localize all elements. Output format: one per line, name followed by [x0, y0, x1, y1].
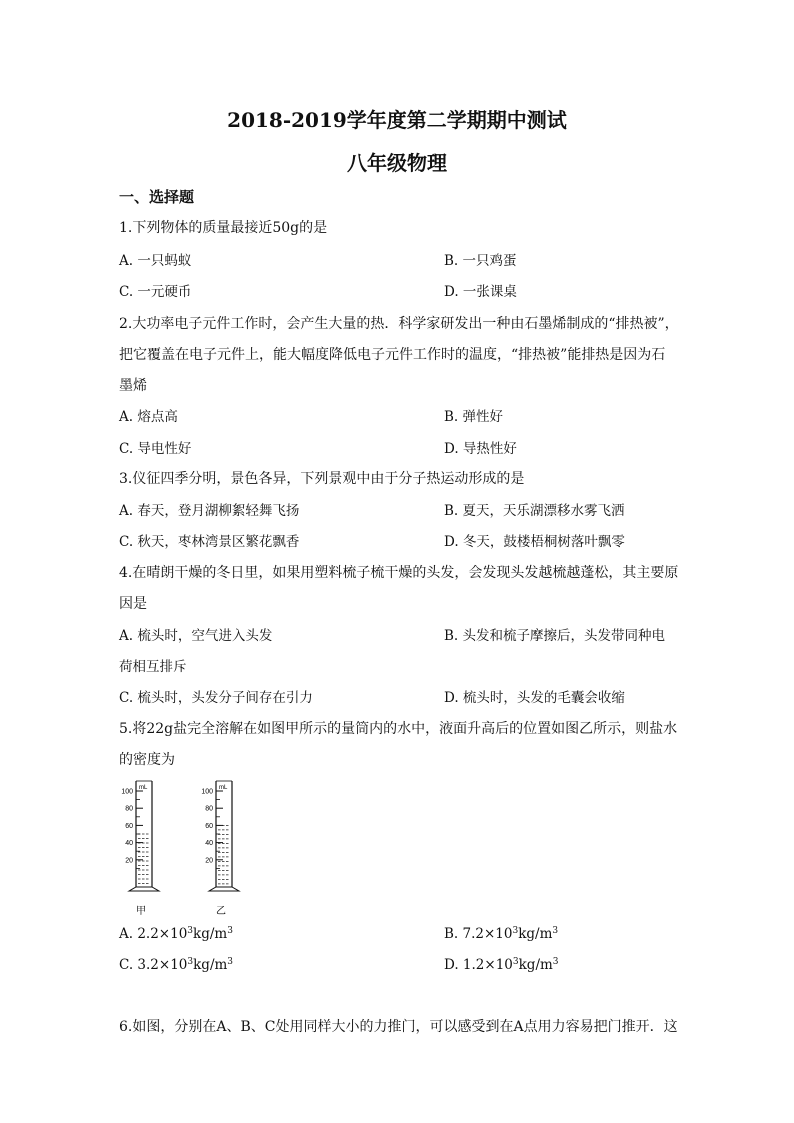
q2-option-d: D. 导热性好: [444, 441, 517, 457]
q1-option-d: D. 一张课桌: [444, 284, 517, 300]
cylinder-base: [209, 887, 239, 891]
q1-option-b: B. 一只鸡蛋: [444, 253, 517, 269]
page-subtitle: 八年级物理: [347, 151, 447, 175]
q2-stem-line1: 2.大功率电子元件工作时，会产生大量的热．科学家研发出一种由石墨烯制成的“排热被”，: [119, 316, 679, 332]
label-yi: 乙: [216, 906, 226, 917]
unit-label: mL: [219, 785, 228, 791]
unit-label: mL: [139, 785, 148, 791]
q5-stem-line2: 的密度为: [119, 752, 175, 768]
graduated-cylinder-figure: [114, 779, 254, 919]
q3-stem: 3.仪征四季分明，景色各异，下列景观中由于分子热运动形成的是: [119, 471, 525, 487]
tick-label: 80: [125, 805, 133, 813]
q1-option-c: C. 一元硬币: [119, 284, 192, 300]
tick-label: 40: [205, 840, 213, 848]
q5-stem-line1: 5.将22g盐完全溶解在如图甲所示的量筒内的水中，液面升高后的位置如图乙所示，则盐水: [119, 721, 678, 737]
q1-stem: 1.下列物体的质量最接近50g的是: [119, 220, 328, 236]
cylinder-yi: [201, 781, 239, 891]
q3-option-b: B. 夏天，天乐湖漂移水雾飞洒: [444, 503, 625, 519]
q4-option-d: D. 梳头时，头发的毛囊会收缩: [444, 690, 625, 706]
tick-label: 20: [205, 857, 213, 865]
tick-label: 40: [125, 840, 133, 848]
q2-stem-line2: 把它覆盖在电子元件上，能大幅度降低电子元件工作时的温度，“排热被”能排热是因为石: [119, 347, 666, 363]
q5-option-d: D. $1.2\times 10^3kg/m^3$: [444, 957, 559, 973]
q3-option-c: C. 秋天，枣林湾景区繁花飘香: [119, 534, 300, 550]
q1-option-a: A. 一只蚂蚁: [119, 253, 192, 269]
q6-stem-line1: 6.如图，分别在A、B、C处用同样大小的力推门，可以感受到在A点用力容易把门推开．这: [119, 1019, 678, 1035]
q2-option-c: C. 导电性好: [119, 441, 192, 457]
cylinder-base: [129, 887, 159, 891]
q5-option-a: A. $2.2\times 10^3kg/m^3$: [119, 926, 233, 942]
tick-label: 60: [205, 822, 213, 830]
q2-stem-line3: 墨烯: [119, 378, 147, 394]
tick-label: 100: [201, 788, 213, 796]
q5-option-c: C. $3.2\times 10^3kg/m^3$: [119, 957, 234, 973]
tick-label: 80: [205, 805, 213, 813]
q4-option-b: B. 头发和梳子摩擦后，头发带同种电: [444, 628, 666, 644]
page-title: 2018-2019学年度第二学期期中测试: [227, 108, 567, 132]
tick-label: 60: [125, 822, 133, 830]
q3-option-d: D. 冬天，鼓楼梧桐树落叶飘零: [444, 534, 625, 550]
q4-stem-line2: 因是: [119, 596, 147, 612]
q4-option-b-continued: 荷相互排斥: [119, 659, 187, 675]
section-heading: 一、选择题: [119, 188, 195, 206]
q2-option-a: A. 熔点高: [119, 409, 178, 425]
q4-option-c: C. 梳头时，头发分子间存在引力: [119, 690, 313, 706]
q3-option-a: A. 春天，登月湖柳絮轻舞飞扬: [119, 503, 300, 519]
q5-option-b: B. $7.2\times 10^3kg/m^3$: [444, 926, 559, 942]
tick-label: 20: [125, 857, 133, 865]
q2-option-b: B. 弹性好: [444, 409, 504, 425]
tick-label: 100: [121, 788, 133, 796]
q4-option-a: A. 梳头时，空气进入头发: [119, 628, 273, 644]
cylinder-jia: [121, 781, 159, 891]
label-jia: 甲: [136, 906, 146, 917]
q4-stem-line1: 4.在晴朗干燥的冬日里，如果用塑料梳子梳干燥的头发，会发现头发越梳越蓬松，其主要原: [119, 565, 679, 581]
